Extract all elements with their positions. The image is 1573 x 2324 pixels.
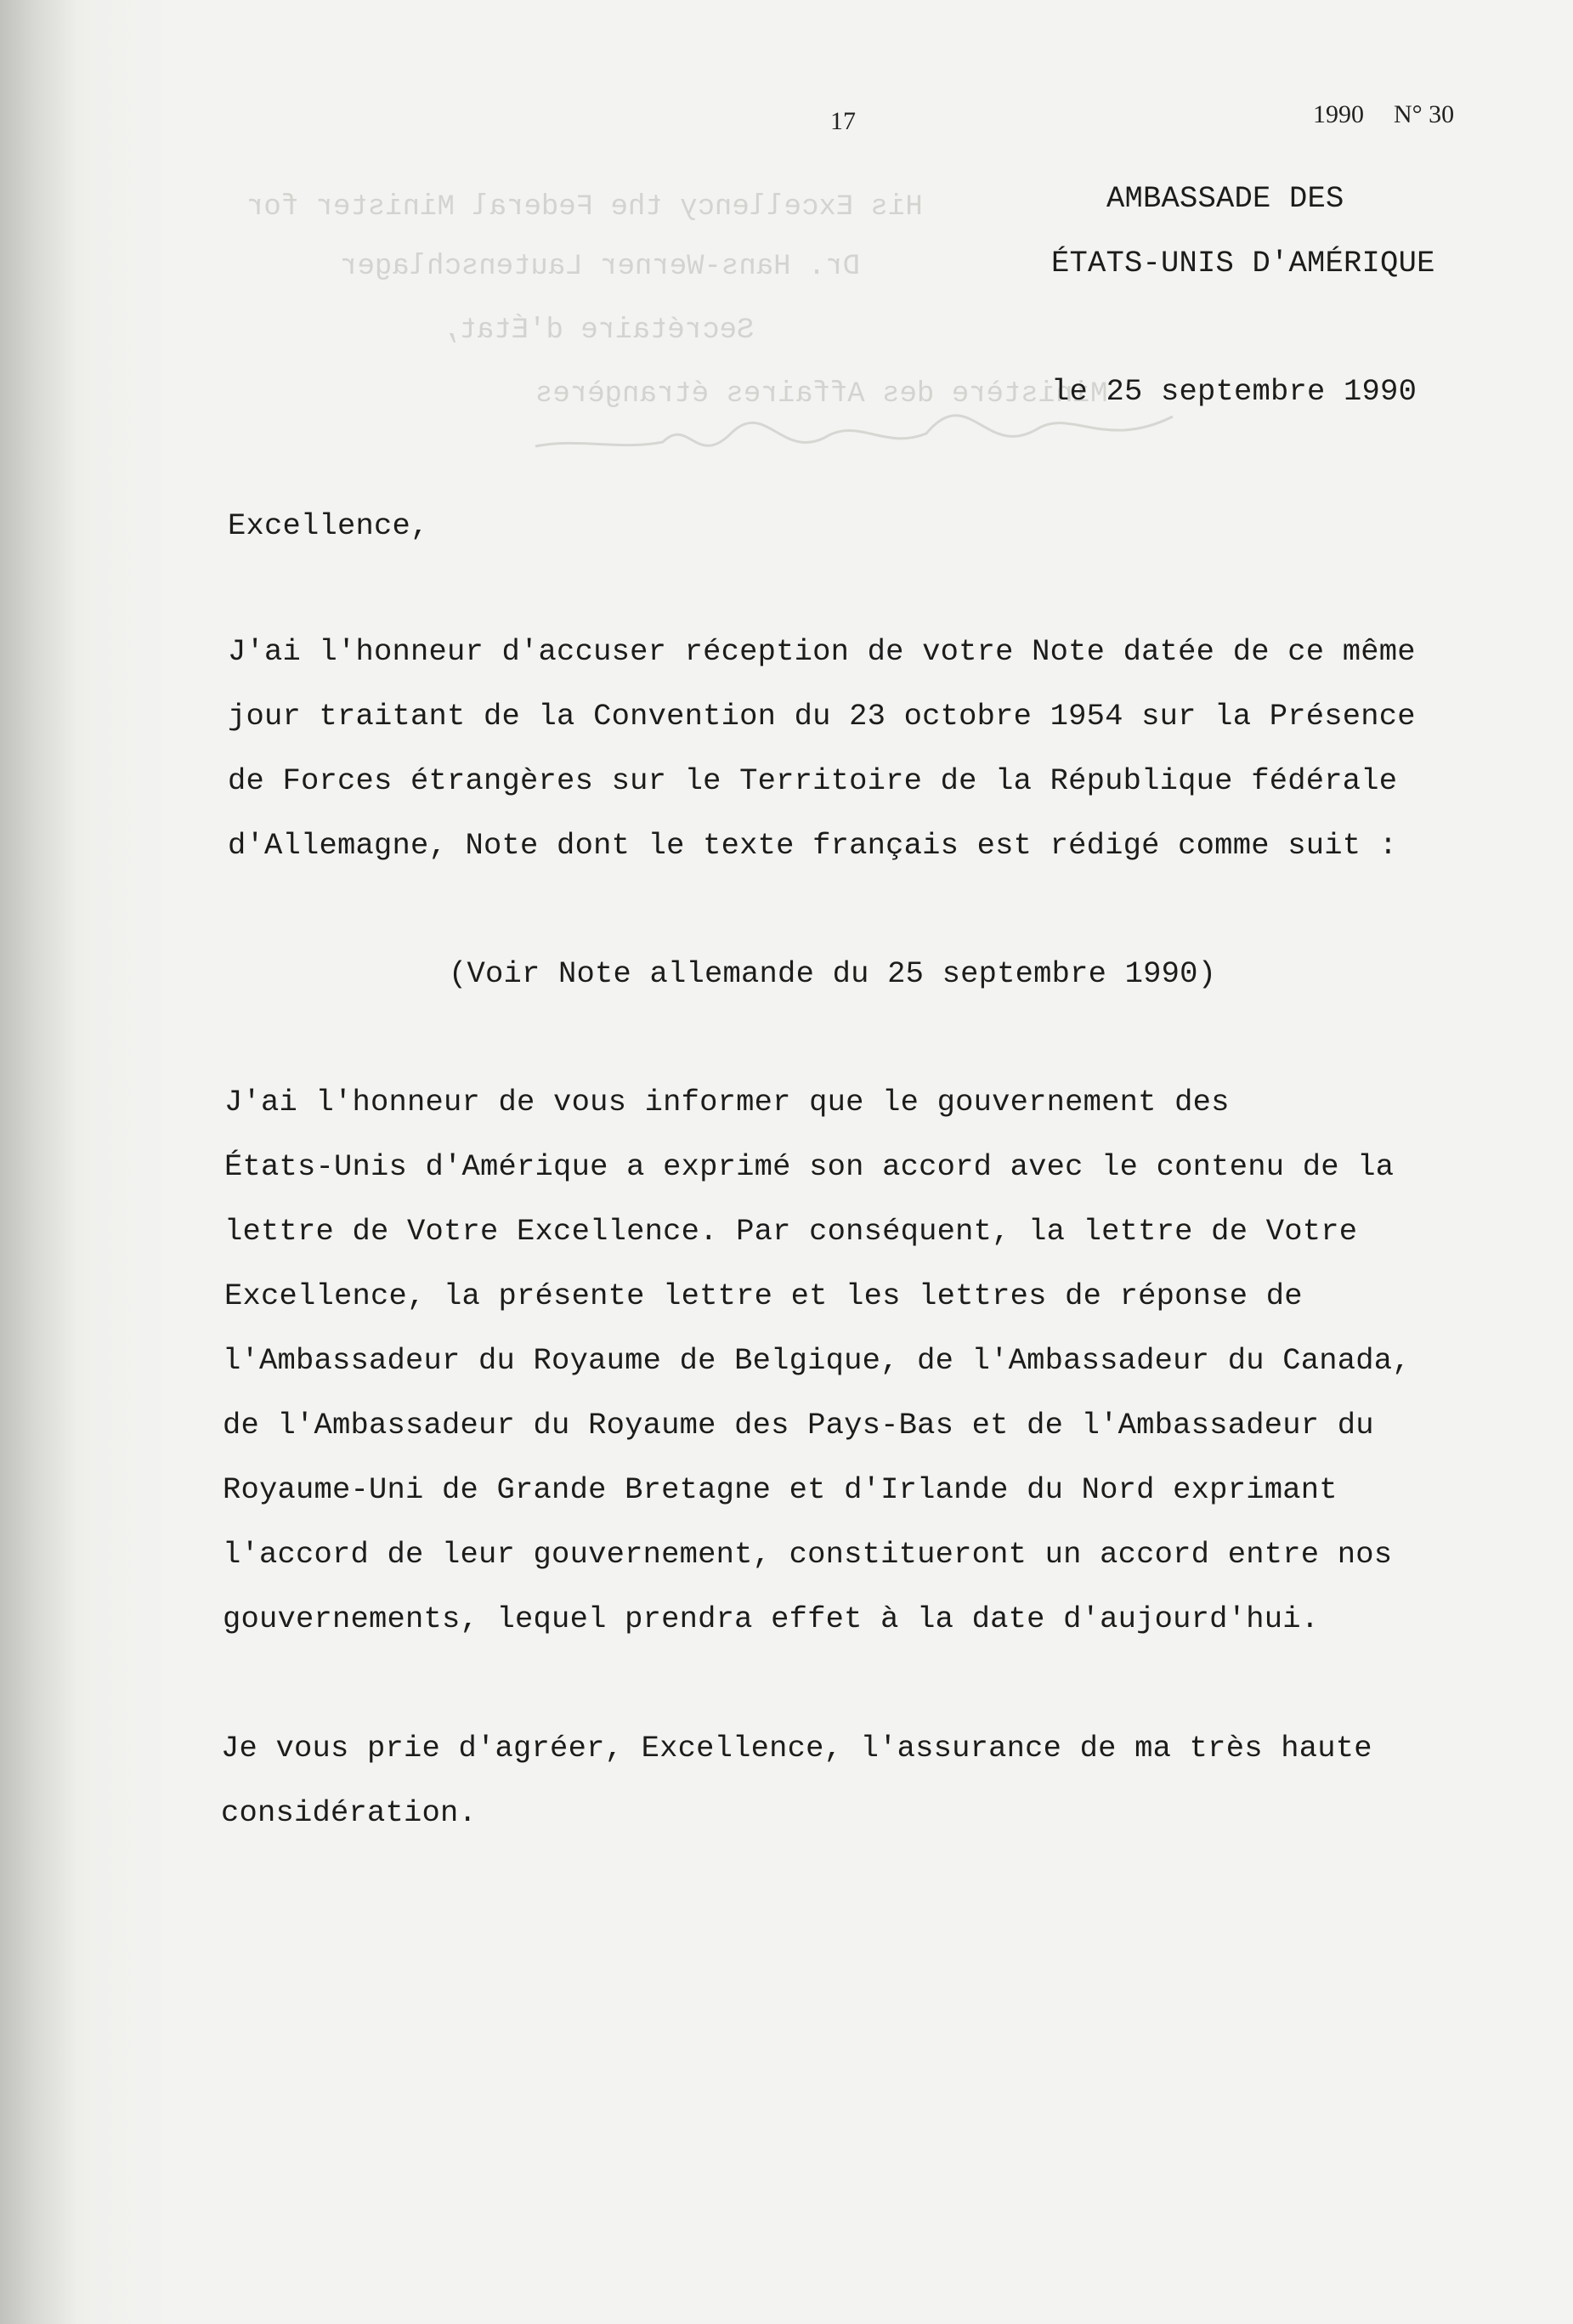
paragraph-1-line: d'Allemagne, Note dont le texte français est rédigé comme suit :: [228, 828, 1398, 863]
paragraph-2-line: l'accord de leur gouvernement, constitueront un accord entre nos: [223, 1537, 1393, 1572]
paragraph-2-line: l'Ambassadeur du Royaume de Belgique, de l'Ambassadeur du Canada,: [223, 1343, 1411, 1378]
page-number: 17: [830, 107, 856, 135]
paragraph-2-line: Royaume-Uni de Grande Bretagne et d'Irlande du Nord exprimant: [223, 1472, 1338, 1507]
letter-date: le 25 septembre 1990: [1051, 374, 1417, 409]
paragraph-2-line: lettre de Votre Excellence. Par conséquent, la lettre de Votre: [224, 1214, 1358, 1249]
letterhead-line-1: AMBASSADE DES: [1106, 181, 1344, 216]
paragraph-2-line: États-Unis d'Amérique a exprimé son accord avec le contenu de la: [224, 1149, 1395, 1184]
show-through-text: Ministère des Affaires étrangères: [535, 378, 1108, 411]
letterhead-line-2: ÉTATS-UNIS D'AMÉRIQUE: [1051, 246, 1435, 281]
paragraph-1-line: J'ai l'honneur d'accuser réception de votre Note datée de ce même: [228, 634, 1416, 669]
closing-line: considération.: [221, 1795, 478, 1830]
reference-note: (Voir Note allemande du 25 septembre 1990): [449, 956, 1217, 991]
paragraph-2-line: J'ai l'honneur de vous informer que le gouvernement des: [224, 1085, 1230, 1119]
document-number: N° 30: [1394, 100, 1455, 128]
paragraph-1-line: de Forces étrangères sur le Territoire de la République fédérale: [228, 763, 1398, 798]
paragraph-2-line: de l'Ambassadeur du Royaume des Pays-Bas et de l'Ambassadeur du: [223, 1408, 1374, 1443]
show-through-text: Dr. Hans-Werner Lautenschlager: [340, 251, 861, 283]
paragraph-2-line: Excellence, la présente lettre et les lettres de réponse de: [224, 1278, 1303, 1313]
paragraph-1-line: jour traitant de la Convention du 23 octobre 1954 sur la Présence: [228, 699, 1416, 734]
paragraph-2-line: gouvernements, lequel prendra effet à la date d'aujourd'hui.: [223, 1601, 1320, 1636]
closing-line: Je vous prie d'agréer, Excellence, l'assurance de ma très haute: [221, 1731, 1372, 1766]
show-through-text: His Excellency the Federal Minister for: [246, 191, 923, 224]
salutation: Excellence,: [228, 508, 429, 543]
binding-shadow: [0, 0, 76, 2324]
document-year: 1990: [1313, 100, 1364, 128]
show-through-text: Secrétaire d'État,: [442, 315, 755, 347]
